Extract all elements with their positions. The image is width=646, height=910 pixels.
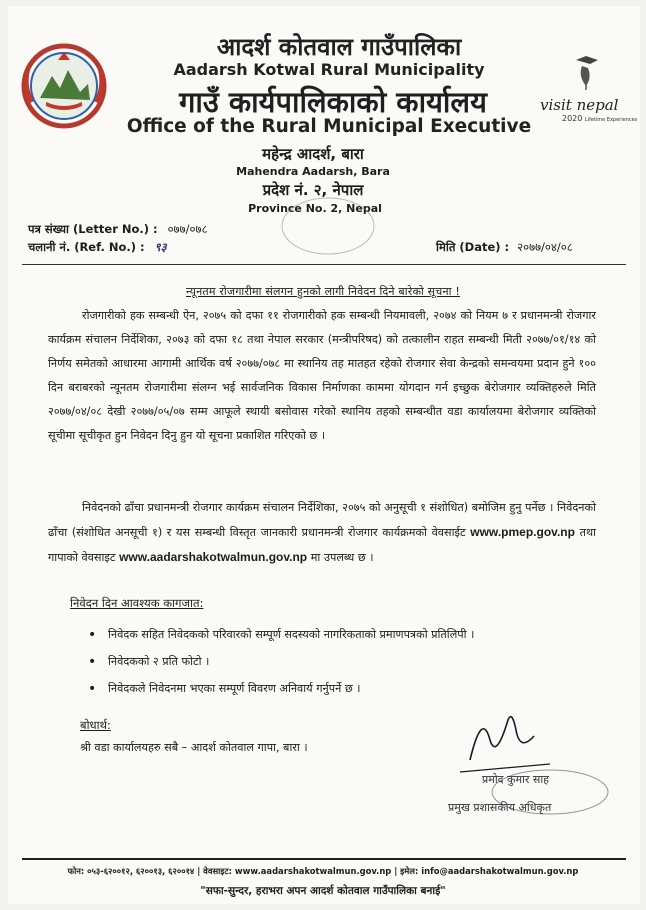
notice-paragraph-2 bbox=[48, 496, 596, 570]
province-english: Province No. 2, Nepal bbox=[248, 202, 382, 215]
signatory-name: प्रमोद कुमार साह bbox=[482, 773, 550, 786]
notice-subject: न्यूनतम रोजगारीमा संलगन हुनको लागी निवेदन दिने बारेको सूचना ! bbox=[186, 285, 460, 298]
office-stamp-icon bbox=[268, 190, 388, 260]
letter-number bbox=[28, 222, 207, 237]
letter-date bbox=[436, 240, 573, 255]
executive-office-english: Office of the Rural Municipal Executive bbox=[126, 116, 532, 137]
header-divider bbox=[22, 264, 626, 265]
date-value: २०७७/०४/०८ bbox=[517, 240, 573, 254]
letter-number-label: पत्र संख्या (Letter No.) : bbox=[28, 222, 158, 236]
visit-nepal-text: visit nepal bbox=[540, 96, 619, 114]
reference-number-label: चलानी नं. (Ref. No.) : bbox=[28, 240, 145, 254]
pmep-website-link[interactable]: www.pmep.gov.np bbox=[470, 525, 575, 539]
province-nepali: प्रदेश नं. २, नेपाल bbox=[262, 181, 364, 199]
paragraph-2-text-c: मा उपलब्ध छ । bbox=[310, 551, 374, 564]
list-item: • निवेदकले निवेदनमा भएका सम्पूर्ण विवरण अनिवार्य गर्नुपर्ने छ । bbox=[88, 678, 608, 705]
footer-divider bbox=[22, 858, 626, 860]
list-item: • निवेदक सहित निवेदकको परिवारको सम्पूर्ण सदस्यको नागरिकताको प्रमाणपत्रको प्रतिलिपी । bbox=[88, 624, 608, 651]
requirements-title: निवेदन दिन आवश्यक कागजात: bbox=[70, 596, 204, 610]
reference-number-value: ९३ bbox=[154, 240, 167, 254]
cc-recipients: श्री वडा कार्यालयहरु सबै – आदर्श कोतवाल गापा, बारा । bbox=[80, 741, 308, 754]
notice-paragraph-1: रोजगारीको हक सम्बन्धी ऐन, २०७५ को दफा ११ रोजगारीको हक सम्बन्धी नियमावली, २०७४ को नियम ७ र प्रधानमन्त्री रोजगार कार्यक्रम संचालन निर्देशिका, २०७३ को दफा १८ तथा नेपाल सरकार (मन्त्रीपरिषद) को तत्कालीन राहत सम्बन्धी मिती २०७७/०१/१४ को निर्णय समेतको आधारमा आगामी आर्थिक वर्ष २०७७/०७८ मा स्थानिय तह मातहत रहेको रोजगार सेवा केन्द्रको समन्वयमा प्रदान हुने १०० दिन बराबरको न्यूनतम रोजगारीमा संलग्न भई सार्वजनिक विकास निर्माणका काममा योगदान गर्न इच्छुक बेरोजगार व्यक्तिहरुले मिति २०७७/०४/०८ देखी २०७७/०५/०७ सम्म आफूले स्थायी बसोवास गरेको स्थानिय तहको सम्बन्धीत वडा कार्यालयमा बेरोजगार व्यक्तिको सूचीमा सूचीकृत हुन निवेदन दिनु हुन यो सूचना प्रकाशित गरिएको छ । bbox=[48, 309, 596, 442]
place-nepali: महेन्द्र आदर्श, बारा bbox=[262, 145, 364, 163]
cc-title: बोधार्थ: bbox=[80, 718, 111, 732]
paragraph-2-text-a: निवेदनको ढाँचा प्रधानमन्त्री रोजगार कार्यक्रम संचालन निर्देशिका, २०७५ को अनुसूची १ संशोधित) बमोजिम हुनु पर्नेछ । निवेदनको ढाँचा (संशोधित अनसूची १) र यस सम्बन्धी विस्तृत जानकारी प्रधानमन्त्री रोजगार कार्यक्रमको वेवसाईट bbox=[48, 501, 596, 539]
list-item: • निवेदकको २ प्रति फोटो । bbox=[88, 651, 608, 678]
place-english: Mahendra Aadarsh, Bara bbox=[236, 165, 390, 178]
office-name-nepali: आदर्श कोतवाल गाउँपालिका bbox=[216, 33, 462, 61]
requirements-list bbox=[88, 624, 608, 705]
footer-slogan: "सफा-सुन्दर, हराभरा अपन आदर्श कोतवाल गाउँपालिका बनाई" bbox=[200, 885, 446, 897]
visit-nepal-year-value: 2020 bbox=[562, 114, 583, 123]
letter-number-value: ०७७/०७८ bbox=[167, 222, 208, 236]
reference-number bbox=[28, 240, 167, 255]
office-name-english: Aadarsh Kotwal Rural Municipality bbox=[173, 60, 485, 79]
signatory-title: प्रमुख प्रशासकीय अधिकृत bbox=[448, 801, 552, 814]
visit-nepal-tagline: Lifetime Experiences bbox=[584, 117, 638, 123]
paragraph-2-text-b: तथा गापाको वेवसाइट bbox=[48, 526, 597, 564]
municipality-website-link[interactable]: www.aadarshakotwalmun.gov.np bbox=[119, 550, 308, 564]
executive-office-nepali: गाउँ कार्यपालिकाको कार्यालय bbox=[179, 85, 487, 119]
footer-contact: फोन: ०५३-६२००१२, ६२००१३, ६२००१४ | वेवसाइट: www.aadarshakotwalmun.gov.np | इमेल: info@aadarshakotwalmun.gov.np bbox=[67, 866, 579, 876]
date-label: मिति (Date) : bbox=[436, 240, 510, 254]
